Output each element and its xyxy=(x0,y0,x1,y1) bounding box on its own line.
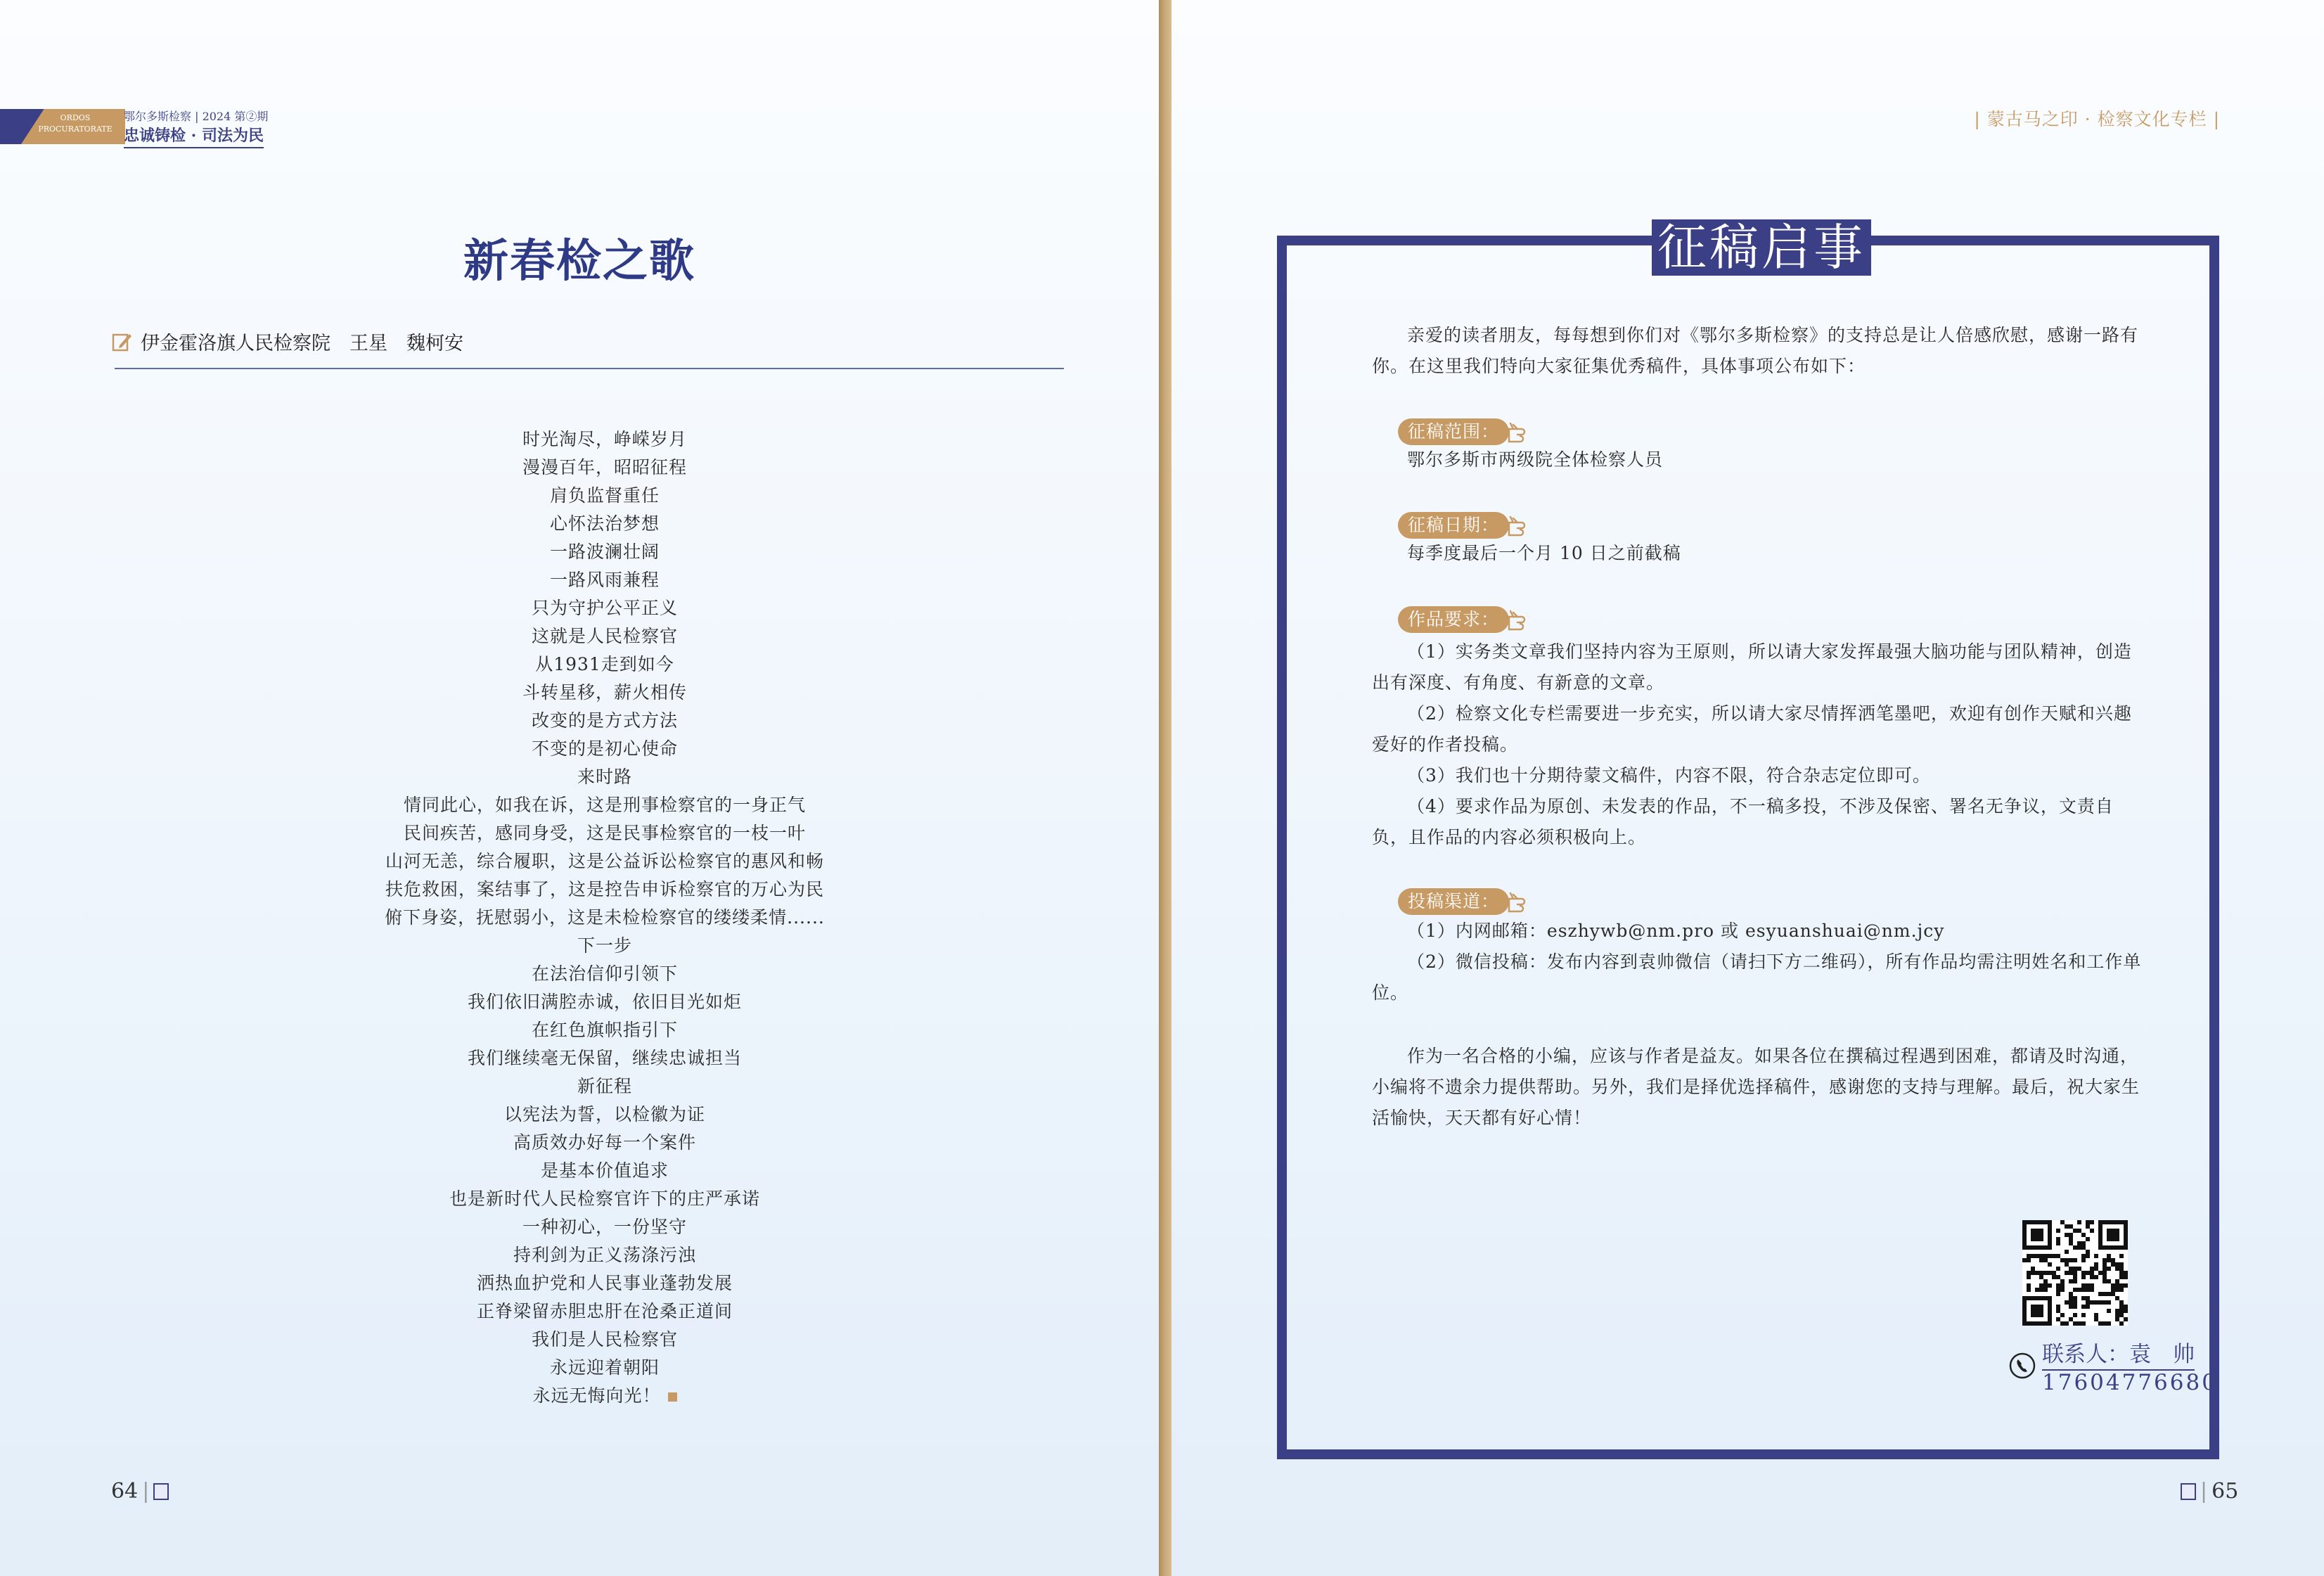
contact-phone: 17604776680 xyxy=(2042,1370,2218,1395)
poem-line: 不变的是初心使命 xyxy=(531,738,678,759)
poem-line: 一种初心，一份坚守 xyxy=(522,1217,687,1237)
magazine-logo-icon xyxy=(153,1483,169,1500)
closing-text: 作为一名合格的小编，应该与作者是益友。如果各位在撰稿过程遇到困难，都请及时沟通，小编将不遗余力提供帮助。另外，我们是择优选择稿件，感谢您的支持与理解。最后，祝大家生活愉快，天天都有好心情！ xyxy=(1372,1046,2140,1128)
poem-line: 心怀法治梦想 xyxy=(549,513,660,534)
section-label-scope: 征稿范围： xyxy=(1398,418,1509,445)
channel-item: （1）内网邮箱：eszhywb@nm.pro 或 esyuanshuai@nm.jcy xyxy=(1407,921,1945,941)
left-page xyxy=(0,0,1159,1576)
pointing-hand-icon xyxy=(1503,608,1534,632)
magazine-slogan: 忠诚铸检 · 司法为民 xyxy=(124,124,264,148)
poem-line: 正脊梁留赤胆忠肝在沧桑正道间 xyxy=(476,1301,733,1321)
poem-line: 从1931走到如今 xyxy=(535,654,674,674)
section-label-date: 征稿日期： xyxy=(1398,512,1509,539)
poem-line-text: 永远无悔向光！ xyxy=(532,1385,661,1406)
page-number: 64 xyxy=(111,1479,139,1504)
poem-line xyxy=(309,1382,900,1410)
column-heading: | 蒙古马之印 · 检察文化专栏 | xyxy=(1974,109,2220,129)
section-label-requirements: 作品要求： xyxy=(1398,606,1509,633)
intro-text: 亲爱的读者朋友，每每想到你们对《鄂尔多斯检察》的支持总是让人倍感欣慰，感谢一路有你。在这里我们特向大家征集优秀稿件，具体事项公布如下： xyxy=(1372,325,2139,376)
poem-line: 一路波澜壮阔 xyxy=(549,542,660,562)
poem-line: 是基本价值追求 xyxy=(540,1160,669,1181)
section-requirements xyxy=(1372,636,2145,853)
requirement-item: （2）检察文化专栏需要进一步充实，所以请大家尽情挥洒笔墨吧，欢迎有创作天赋和兴趣爱好的作者投稿。 xyxy=(1372,703,2132,755)
poem-line: 漫漫百年，昭昭征程 xyxy=(522,457,687,478)
requirement-item: （1）实务类文章我们坚持内容为王原则，所以请大家发挥最强大脑功能与团队精神，创造出有深度、有角度、有新意的文章。 xyxy=(1372,641,2132,693)
contact-name: 联系人：袁 帅 xyxy=(2042,1336,2195,1371)
poem-line: 下一步 xyxy=(577,935,632,956)
section-scope-text: 鄂尔多斯市两级院全体检察人员 xyxy=(1407,449,1664,470)
channel-item: （2）微信投稿：发布内容到袁帅微信（请扫下方二维码），所有作品均需注明姓名和工作单位。 xyxy=(1372,952,2142,1003)
poem-line: 我们继续毫无保留，继续忠诚担当 xyxy=(467,1048,742,1068)
poem-line: 俯下身姿，抚慰弱小，这是未检检察官的缕缕柔情...... xyxy=(385,907,825,928)
article-title: 新春检之歌 xyxy=(463,235,695,288)
folio-separator: | xyxy=(142,1479,150,1504)
requirement-item: （4）要求作品为原创、未发表的作品，不一稿多投，不涉及保密、署名无争议，文责自负，且作品的内容必须积极向上。 xyxy=(1372,796,2114,847)
magazine-logo-icon xyxy=(2181,1483,2196,1500)
poem-line: 山河无恙，综合履职，这是公益诉讼检察官的惠风和畅 xyxy=(385,851,824,871)
poem-line: 时光淘尽，峥嵘岁月 xyxy=(522,429,687,449)
poem-line: 在法治信仰引领下 xyxy=(531,963,678,984)
pencil-icon xyxy=(111,331,132,352)
byline xyxy=(111,328,463,355)
poem-line: 一路风雨兼程 xyxy=(549,570,660,590)
poem-line: 情同此心，如我在诉，这是刑事检察官的一身正气 xyxy=(403,795,806,815)
poem-line: 这就是人民检察官 xyxy=(531,626,678,646)
poem-line: 新征程 xyxy=(577,1076,632,1096)
poem-line: 斗转星移，薪火相传 xyxy=(522,682,687,703)
notice-title: 征稿启事 xyxy=(1652,219,1871,276)
poem-line: 改变的是方式方法 xyxy=(531,710,678,731)
pointing-hand-icon xyxy=(1503,890,1534,914)
poem-line: 肩负监督重任 xyxy=(549,485,660,506)
poem-line: 我们是人民检察官 xyxy=(531,1329,678,1350)
page-number-right xyxy=(2181,1479,2238,1504)
poem-line: 我们依旧满腔赤诚，依旧目光如炬 xyxy=(467,992,742,1012)
end-mark xyxy=(668,1392,677,1402)
poem-line: 以宪法为誓，以检徽为证 xyxy=(503,1104,705,1125)
poem-line: 在红色旗帜指引下 xyxy=(531,1020,678,1040)
pointing-hand-icon xyxy=(1503,421,1534,444)
poem-line: 也是新时代人民检察官许下的庄严承诺 xyxy=(449,1189,760,1209)
poem-line: 来时路 xyxy=(577,767,632,787)
section-channels xyxy=(1372,916,2145,1008)
requirement-item: （3）我们也十分期待蒙文稿件，内容不限，符合杂志定位即可。 xyxy=(1407,765,1931,786)
book-spine xyxy=(1159,0,1171,1576)
poem-line: 扶危救困，案结事了，这是控告申诉检察官的万心为民 xyxy=(385,879,824,899)
poem-line: 洒热血护党和人民事业蓬勃发展 xyxy=(476,1273,733,1293)
poem xyxy=(309,425,900,1410)
divider xyxy=(115,368,1064,369)
phone-icon xyxy=(2008,1352,2036,1380)
header-band-text: ORDOS PROCURATORATE xyxy=(38,113,113,134)
byline-text: 伊金霍洛旗人民检察院 王星 魏柯安 xyxy=(141,333,463,354)
folio-separator: | xyxy=(2200,1479,2208,1504)
poem-line: 民间疾苦，感同身受，这是民事检察官的一枝一叶 xyxy=(403,823,806,843)
poem-line: 永远迎着朝阳 xyxy=(549,1357,660,1378)
magazine-issue: 鄂尔多斯检察 | 2024 第②期 xyxy=(124,110,269,123)
section-label-channels: 投稿渠道： xyxy=(1398,888,1509,915)
pointing-hand-icon xyxy=(1503,514,1534,538)
qr-code xyxy=(2022,1220,2128,1326)
page-number-left xyxy=(111,1479,169,1504)
right-page xyxy=(1171,0,2324,1576)
poem-line: 高质效办好每一个案件 xyxy=(513,1132,696,1153)
poem-line: 只为守护公平正义 xyxy=(531,598,678,618)
poem-line: 持利剑为正义荡涤污浊 xyxy=(513,1245,696,1265)
page-number: 65 xyxy=(2211,1479,2239,1504)
section-date-text: 每季度最后一个月 10 日之前截稿 xyxy=(1407,543,1681,563)
